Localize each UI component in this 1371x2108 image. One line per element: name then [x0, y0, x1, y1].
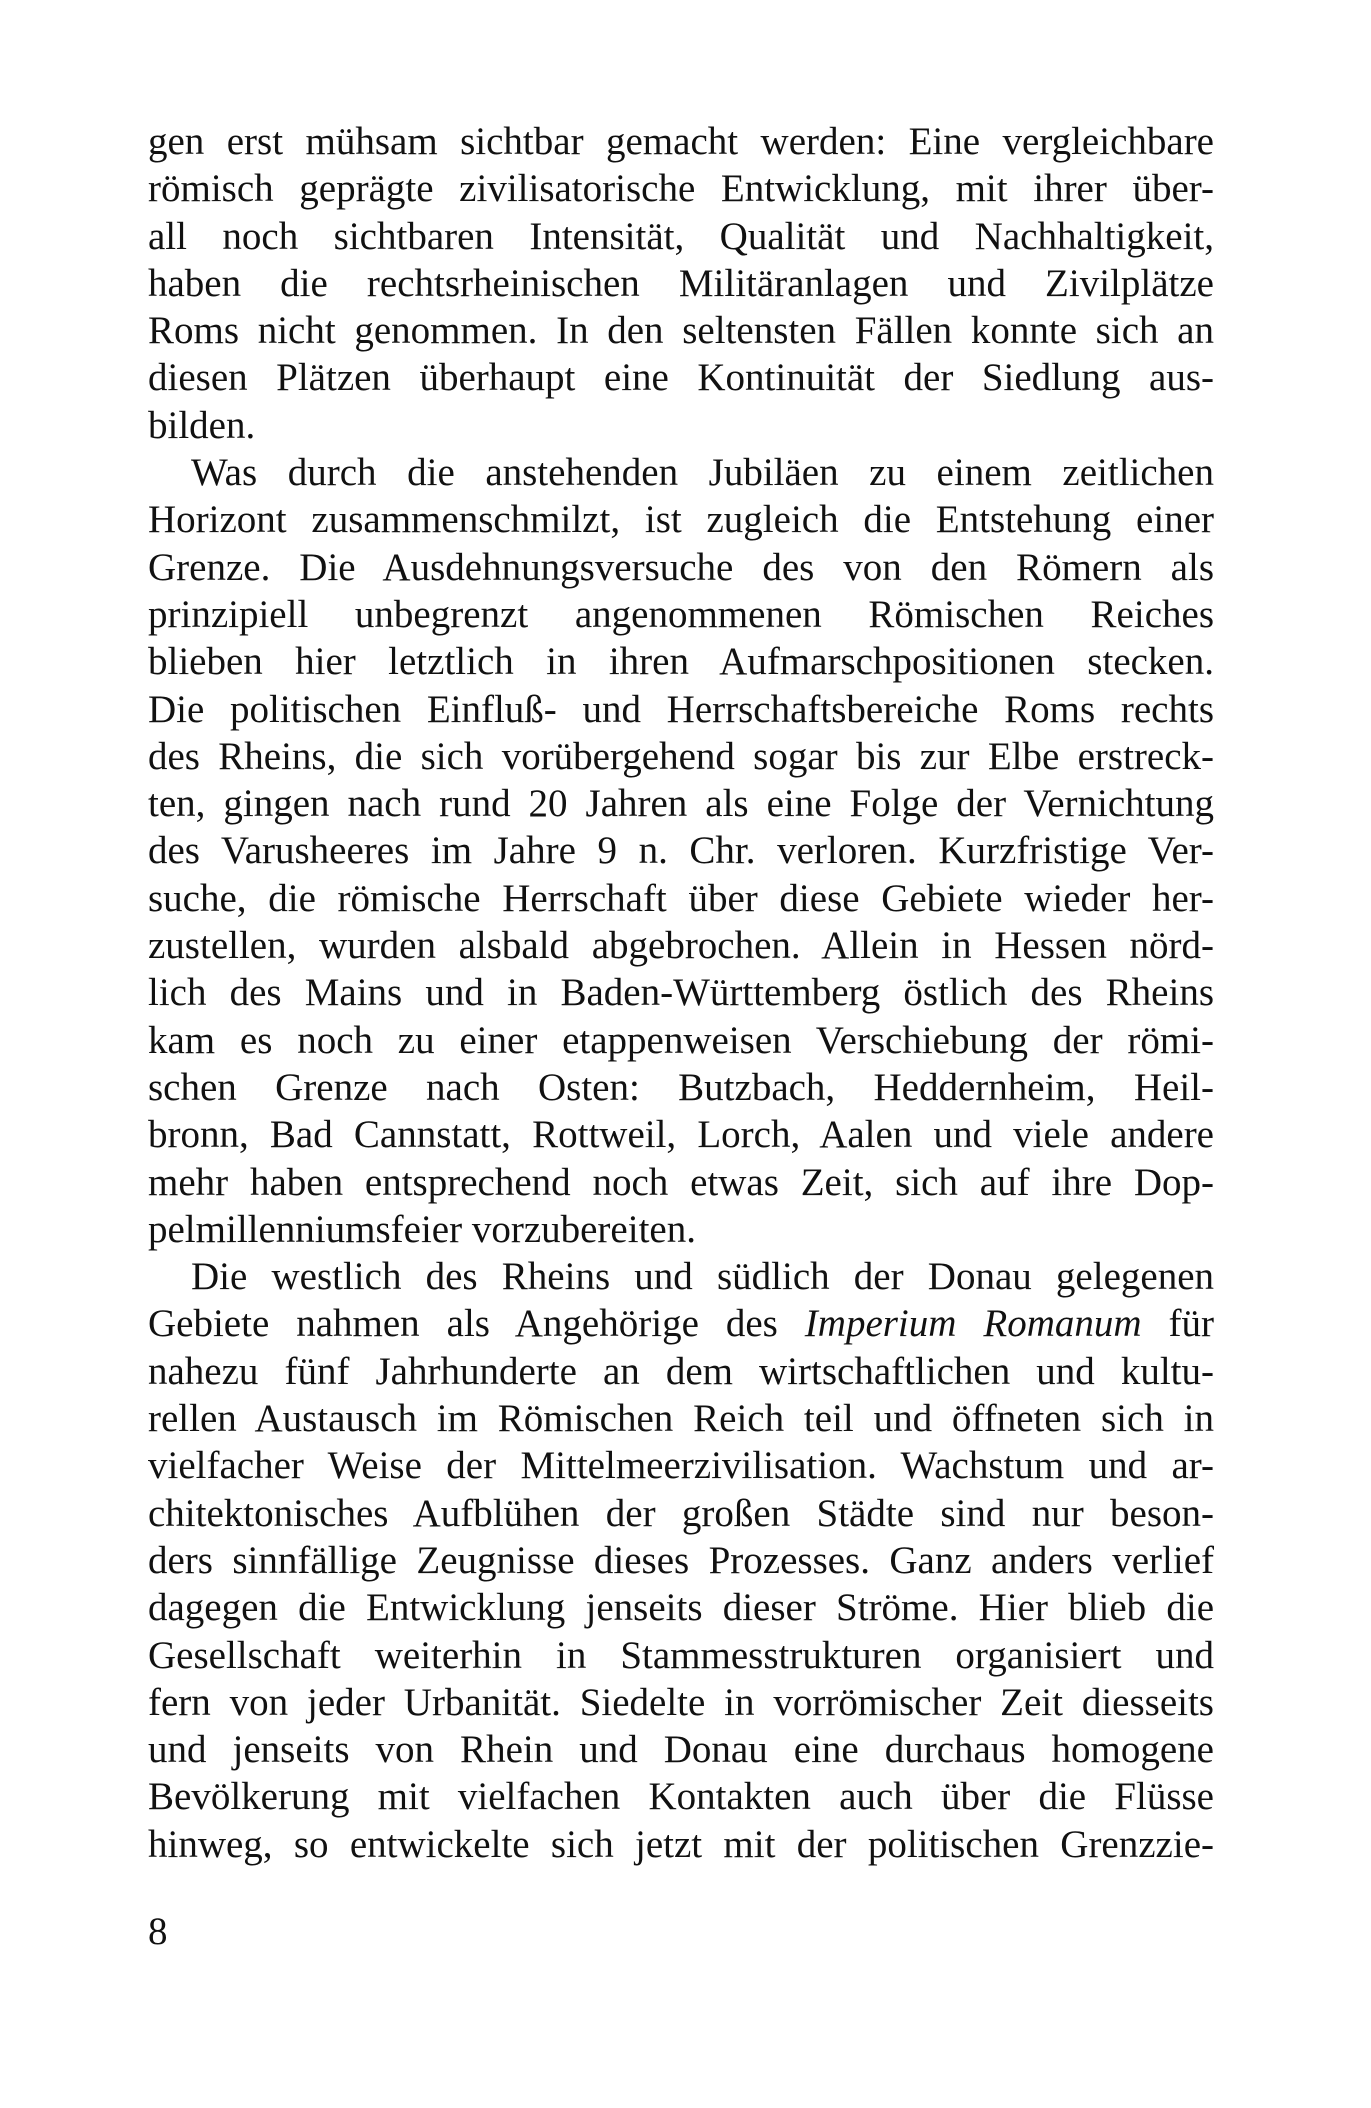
text-line: rellen Austausch im Römischen Reich teil und öffneten sich in [148, 1397, 1214, 1441]
page-number: 8 [148, 1910, 168, 1953]
text-line: kam es noch zu einer etappenweisen Verschiebung der römi- [148, 1018, 1214, 1062]
text-fragment: Gebiete nahmen als Angehörige des [148, 1302, 805, 1346]
text-line-with-italic [148, 1300, 1214, 1347]
text-line: all noch sichtbaren Intensität, Qualität und Nachhaltigkeit, [148, 214, 1214, 258]
text-line: blieben hier letztlich in ihren Aufmarschpositionen stecken. [148, 640, 1214, 684]
page-body [148, 118, 1214, 1868]
text-line: gen erst mühsam sichtbar gemacht werden: Eine vergleichbare [148, 120, 1214, 163]
paragraph-3 [148, 1253, 1214, 1868]
text-line: pelmillenniumsfeier vorzubereiten. [148, 1207, 696, 1251]
paragraph-2 [148, 449, 1214, 1253]
text-line: nahezu fünf Jahrhunderte an dem wirtschaftlichen und kultu- [148, 1349, 1214, 1393]
text-line: römisch geprägte zivilisatorische Entwicklung, mit ihrer über- [148, 167, 1214, 211]
text-line: des Varusheeres im Jahre 9 n. Chr. verloren. Kurzfristige Ver- [148, 829, 1214, 873]
text-line: fern von jeder Urbanität. Siedelte in vorrömischer Zeit diesseits [148, 1680, 1214, 1724]
text-line: Gesellschaft weiterhin in Stammesstrukturen organisiert und [148, 1633, 1214, 1677]
text-line: bronn, Bad Cannstatt, Rottweil, Lorch, Aalen und viele andere [148, 1113, 1214, 1157]
text-line: Bevölkerung mit vielfachen Kontakten auch über die Flüsse [148, 1775, 1214, 1819]
text-line: Die politischen Einfluß- und Herrschaftsbereiche Roms rechts [148, 687, 1214, 731]
text-line: Roms nicht genommen. In den seltensten Fällen konnte sich an [148, 309, 1214, 353]
text-line: vielfacher Weise der Mittelmeerzivilisation. Wachstum und ar- [148, 1444, 1214, 1488]
text-line: suche, die römische Herrschaft über diese Gebiete wieder her- [148, 876, 1214, 920]
text-line: haben die rechtsrheinischen Militäranlagen und Zivilplätze [148, 261, 1214, 305]
text-line: mehr haben entsprechend noch etwas Zeit, sich auf ihre Dop- [148, 1160, 1214, 1204]
text-line: bilden. [148, 403, 256, 447]
text-line: Die westlich des Rheins und südlich der Donau gelegenen [191, 1255, 1214, 1299]
text-line: dagegen die Entwicklung jenseits dieser Ströme. Hier blieb die [148, 1586, 1214, 1630]
text-line: zustellen, wurden alsbald abgebrochen. Allein in Hessen nörd- [148, 924, 1214, 968]
text-line: prinzipiell unbegrenzt angenommenen Römischen Reiches [148, 592, 1214, 636]
text-line: hinweg, so entwickelte sich jetzt mit der politischen Grenzzie- [148, 1822, 1214, 1866]
text-line: Grenze. Die Ausdehnungsversuche des von den Römern als [148, 545, 1214, 589]
italic-term: Imperium Romanum [804, 1302, 1142, 1346]
paragraph-1 [148, 118, 1214, 449]
text-fragment: für [1141, 1302, 1214, 1346]
text-line: lich des Mains und in Baden-Württemberg östlich des Rheins [148, 971, 1214, 1015]
text-line: ten, gingen nach rund 20 Jahren als eine Folge der Vernichtung [148, 782, 1214, 826]
text-line: Horizont zusammenschmilzt, ist zugleich die Entstehung einer [148, 498, 1214, 542]
text-line: Was durch die anstehenden Jubiläen zu einem zeitlichen [191, 451, 1214, 495]
text-line: schen Grenze nach Osten: Butzbach, Heddernheim, Heil- [148, 1065, 1214, 1109]
text-line: des Rheins, die sich vorübergehend sogar bis zur Elbe erstreck- [148, 734, 1214, 778]
text-line: diesen Plätzen überhaupt eine Kontinuität der Siedlung aus- [148, 356, 1214, 400]
text-line: und jenseits von Rhein und Donau eine durchaus homogene [148, 1728, 1214, 1772]
text-line: ders sinnfällige Zeugnisse dieses Prozesses. Ganz anders verlief [148, 1538, 1214, 1582]
text-line: chitektonisches Aufblühen der großen Städte sind nur beson- [148, 1491, 1214, 1535]
